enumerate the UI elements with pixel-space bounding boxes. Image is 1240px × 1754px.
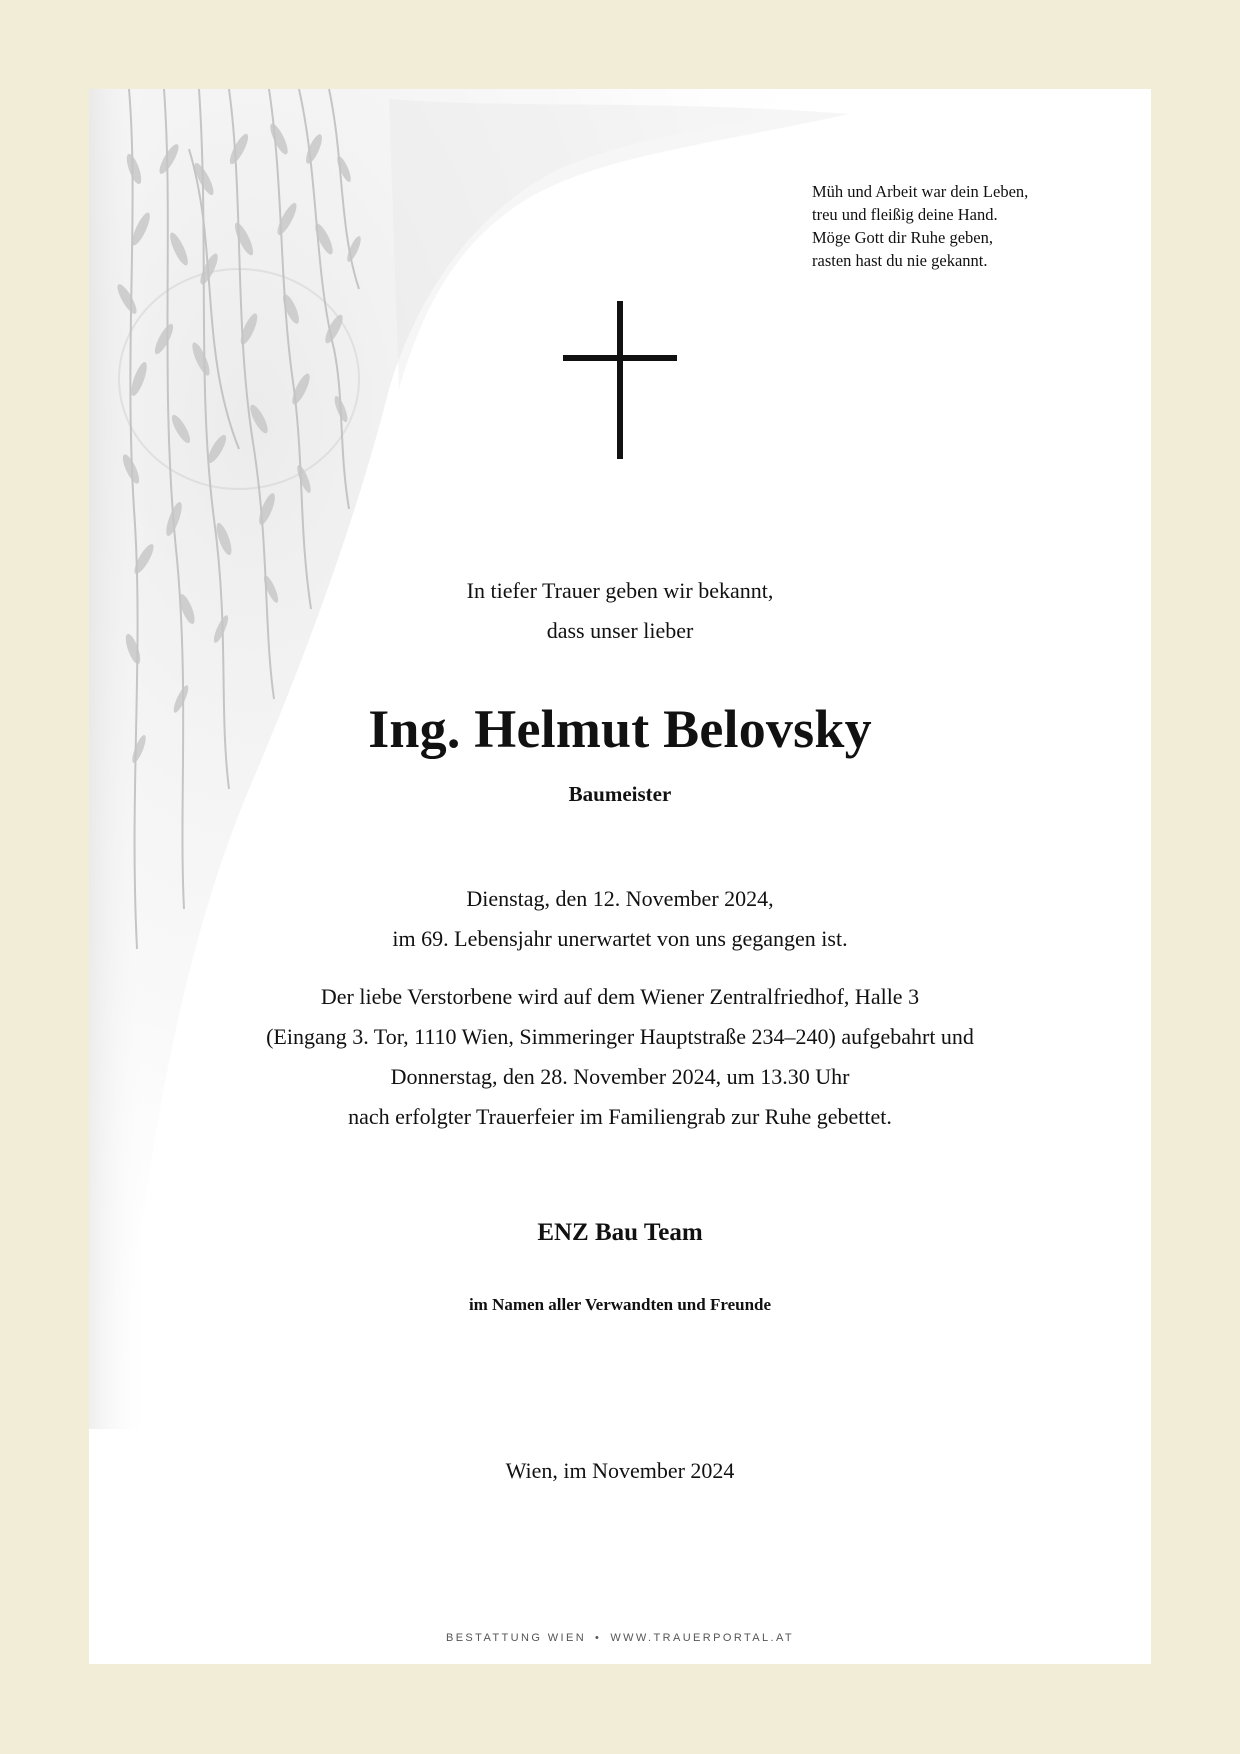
intro-line: dass unser lieber <box>546 618 694 643</box>
intro-line: In tiefer Trauer geben wir bekannt, <box>466 578 774 603</box>
funeral-line: (Eingang 3. Tor, 1110 Wien, Simmeringer Hauptstraße 234–240) aufgebahrt und <box>266 1024 974 1049</box>
funeral-line: Der liebe Verstorbene wird auf dem Wiener Zentralfriedhof, Halle 3 <box>320 984 920 1009</box>
poem <box>812 180 1132 272</box>
obituary-card <box>89 89 1151 1664</box>
cross-icon <box>563 301 677 459</box>
footer <box>89 1630 1151 1646</box>
funeral-details <box>89 977 1151 1137</box>
death-notice <box>89 879 1151 959</box>
deceased-profession: Baumeister <box>568 782 672 806</box>
footer-website-link[interactable]: WWW.TRAUERPORTAL.AT <box>610 1632 795 1644</box>
poem-line: Möge Gott dir Ruhe geben, <box>812 228 994 247</box>
funeral-line: nach erfolgter Trauerfeier im Familiengrab zur Ruhe gebettet. <box>348 1104 892 1129</box>
place-and-date: Wien, im November 2024 <box>505 1458 735 1483</box>
deceased-name: Ing. Helmut Belovsky <box>368 699 872 759</box>
poem-line: Müh und Arbeit war dein Leben, <box>812 182 1029 201</box>
footer-company: BESTATTUNG WIEN <box>445 1632 587 1644</box>
death-line: im 69. Lebensjahr unerwartet von uns gegangen ist. <box>392 926 848 951</box>
death-line: Dienstag, den 12. November 2024, <box>466 886 774 911</box>
poem-line: treu und fleißig deine Hand. <box>812 205 998 224</box>
announcement-intro <box>89 571 1151 651</box>
signer-note: im Namen aller Verwandten und Freunde <box>468 1295 772 1314</box>
footer-separator: • <box>595 1632 602 1644</box>
funeral-line: Donnerstag, den 28. November 2024, um 13.30 Uhr <box>390 1064 850 1089</box>
poem-line: rasten hast du nie gekannt. <box>812 251 988 270</box>
signer-name: ENZ Bau Team <box>537 1219 703 1246</box>
